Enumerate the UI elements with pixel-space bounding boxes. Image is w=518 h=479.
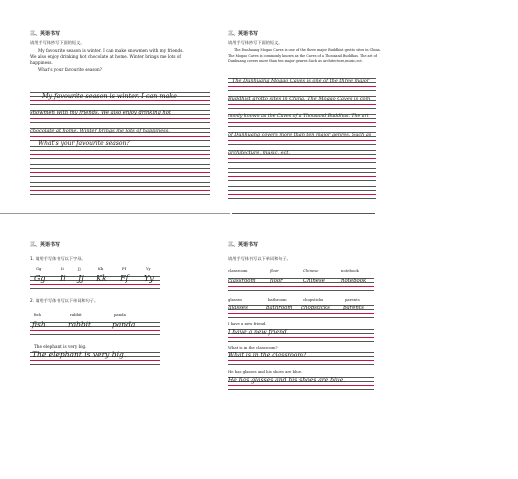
word-print: fish: [34, 312, 41, 317]
handwriting-line: of Dunhuang covers more than ten major genres. Such as: [228, 132, 372, 138]
passage-line: What's your favourite season?: [38, 66, 102, 72]
word-handwriting: fish: [32, 320, 46, 329]
letter-print: Gg: [36, 266, 42, 271]
word-handwriting: classroom: [228, 278, 256, 284]
sentence-handwriting: He has glasses and his shoes are blue.: [228, 377, 346, 384]
letter-handwriting: Ff: [120, 274, 129, 283]
writing-line: [30, 322, 160, 339]
passage-line: My favourite season is winter. I can make snowmen with my friends.: [38, 48, 184, 53]
writing-line: [228, 168, 376, 185]
passage-line: The Mogao Caves is commonly known as the Caves of a Thousand Buddhas. The art of: [228, 53, 377, 58]
letter-handwriting: Ii: [60, 274, 66, 283]
sentence-handwriting: What is in the classroom?: [228, 352, 307, 359]
instruction: 1. 请用手写体书写以下字母。: [30, 256, 86, 261]
letter-print: Ff: [122, 266, 127, 271]
sentence-print: The elephant is very big.: [34, 344, 87, 349]
letter-print: Ii: [61, 266, 64, 271]
passage-line: happiness.: [30, 60, 53, 66]
instruction: 请用手写体抄写下面的短文。: [228, 40, 283, 45]
word-print: notebook: [341, 268, 359, 273]
letter-print: Jj: [78, 266, 81, 271]
word-handwriting: glasses: [228, 305, 248, 311]
word-handwriting: panda: [112, 320, 136, 329]
word-handwriting: notebook: [341, 278, 367, 284]
sentence-print: He has glasses and his shoes are blue.: [228, 369, 303, 374]
section-title: 三、英语书写: [30, 242, 61, 248]
writing-line: [30, 164, 210, 181]
word-print: panda: [114, 312, 126, 317]
writing-line: [30, 146, 210, 163]
instruction: 请用手写体抄写下面的短文。: [30, 40, 85, 45]
word-print: parents: [345, 297, 360, 302]
word-print: glasses: [228, 297, 243, 302]
letter-handwriting: Yy: [144, 274, 154, 283]
handwriting-line: My favourite season is winter. I can make: [42, 92, 177, 100]
passage-line: We also enjoy drinking hot chocolate at home. Winter brings me lots of: [30, 54, 181, 60]
section-title: 三、英语书写: [228, 242, 259, 248]
word-print: bathroom: [268, 297, 287, 302]
writing-line: [30, 276, 160, 293]
word-handwriting: floor: [270, 278, 283, 284]
handwriting-line: What's your favourite season?: [38, 140, 130, 147]
handwriting-line: Buddhist grotto sites in China. The Mogao Caves is com: [228, 96, 371, 102]
word-handwriting: chopsticks: [301, 305, 330, 311]
word-handwriting: bathroom: [266, 305, 293, 311]
passage: [228, 48, 381, 65]
page-edge: [232, 213, 375, 214]
passage: [30, 48, 230, 73]
instruction: 请用手写体书写以下单词和句子。: [228, 256, 291, 261]
passage-line: The Dunhuang Mogao Caves is one of the three major Buddhist grotto sites in China.: [234, 48, 381, 52]
letter-print: Kk: [98, 266, 104, 271]
word-handwriting: Chinese: [303, 278, 325, 284]
handwriting-line: monly known as the Caves of a Thousand Buddhas. The art: [228, 114, 369, 119]
sentence-print: I have a new friend.: [228, 321, 267, 326]
sentence-handwriting: The elephant is very big.: [32, 350, 127, 359]
word-print: classroom: [228, 268, 248, 273]
instruction: 2. 请用手写体书写以下单词和句子。: [30, 298, 99, 303]
writing-line: [30, 182, 210, 199]
word-handwriting: rabbit: [68, 320, 92, 329]
section-title: 三、英语书写: [228, 31, 259, 37]
word-print: rabbit: [70, 312, 82, 317]
handwriting-line: architecture, music, ect.: [228, 150, 290, 156]
letter-handwriting: Gg: [34, 274, 46, 283]
section-title: 三、英语书写: [30, 31, 61, 37]
writing-line: [228, 186, 376, 203]
word-print: floor: [270, 268, 279, 273]
word-print: Chinese: [303, 268, 319, 273]
handwriting-line: The Dunhuang Mogao Caves is one of the three major: [232, 78, 370, 84]
handwriting-line: chocolate at home. Winter brings me lots of happiness.: [30, 128, 170, 134]
letter-handwriting: Kk: [96, 274, 107, 283]
handwriting-line: snowmen with my friends. We also enjoy drinking hot: [30, 110, 171, 116]
sentence-handwriting: I have a new friend.: [228, 329, 289, 336]
letter-handwriting: Jj: [78, 274, 84, 283]
word-handwriting: parents: [343, 305, 364, 311]
word-print: chopsticks: [303, 297, 324, 302]
page-edge: [0, 213, 230, 214]
sentence-print: What is in the classroom?: [228, 345, 278, 350]
passage-line: Dunhuang covers more than ten major genres.Such as architecture,music,ect.: [228, 59, 363, 64]
letter-print: Yy: [146, 266, 151, 271]
